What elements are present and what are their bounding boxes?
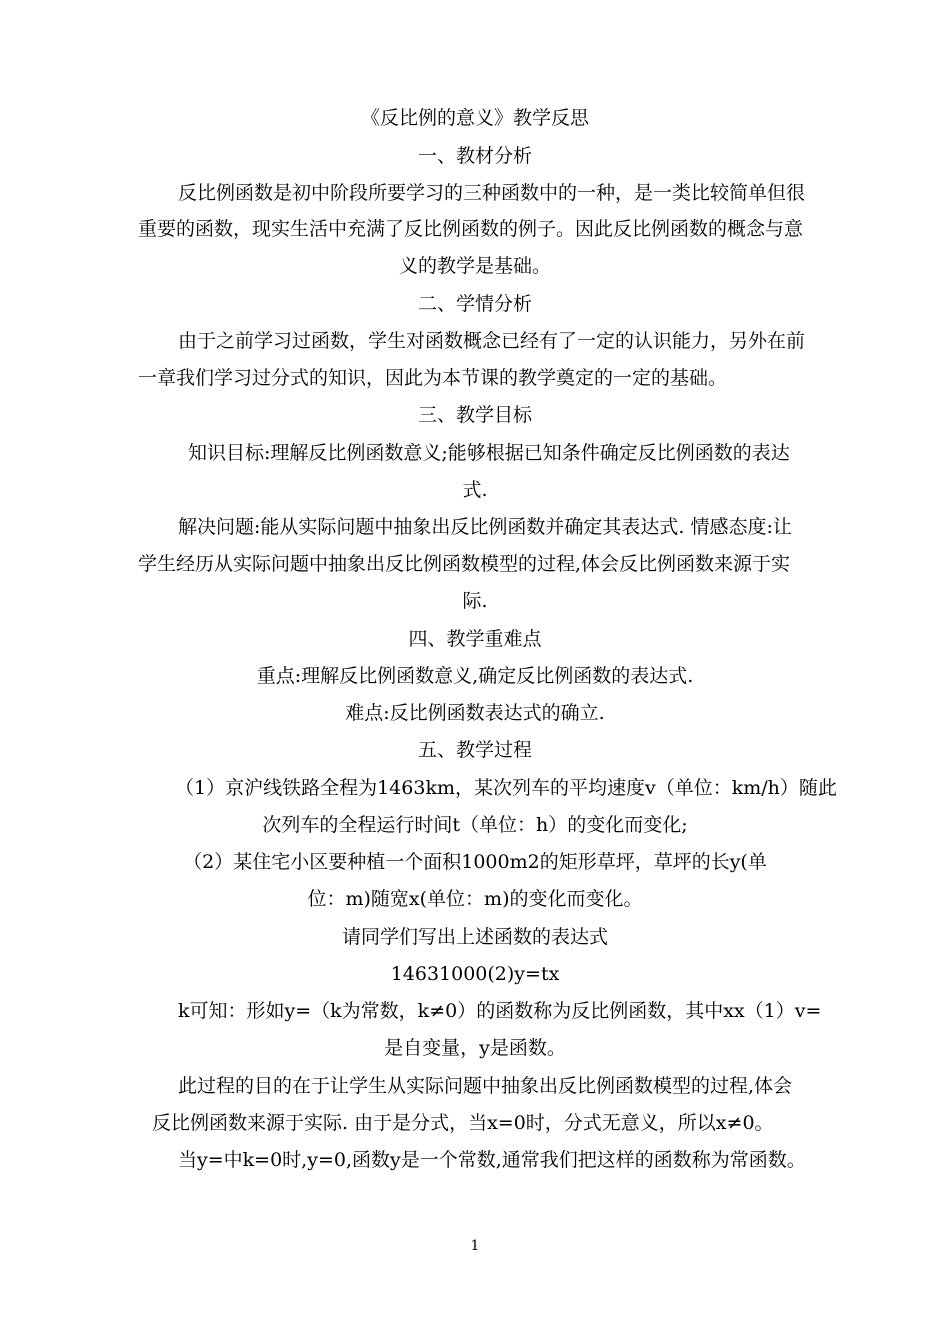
section-heading-process: 五、教学过程 [417,739,532,761]
paragraph-line: 是自变量，y是函数。 [384,1037,566,1059]
section-heading-objectives: 三、教学目标 [417,404,532,426]
paragraph-line: 此过程的目的在于让学生从实际问题中抽象出反比例函数模型的过程,体会 [178,1075,793,1097]
paragraph-line: 位：m)随宽x(单位：m)的变化而变化。 [307,888,643,910]
paragraph-line: 次列车的全程运行时间t（单位：h）的变化而变化; [262,814,688,836]
paragraph-line: 一章我们学习过分式的知识，因此为本节课的教学奠定的一定的基础。 [138,367,728,389]
section-heading-learners: 二、学情分析 [417,293,532,315]
paragraph-line: （2）某住宅小区要种植一个面积1000m2的矩形草坪，草坪的长y(单 [183,851,767,873]
paragraph-line: 学生经历从实际问题中抽象出反比例函数模型的过程,体会反比例函数来源于实 [138,553,791,575]
paragraph-line: 反比例函数来源于实际. 由于是分式，当x=0时，分式无意义，所以x≠0。 [152,1112,774,1134]
paragraph-line: 解决问题:能从实际问题中抽象出反比例函数并确定其表达式. 情感态度:让 [178,516,792,538]
paragraph-line: （1）京沪线铁路全程为1463km，某次列车的平均速度v（单位：km/h）随此 [175,777,837,799]
paragraph-line: 重要的函数，现实生活中充满了反比例函数的例子。因此反比例函数的概念与意 [138,218,804,240]
paragraph-line: 式. [462,479,488,501]
paragraph-line: 知识目标:理解反比例函数意义;能够根据已知条件确定反比例函数的表达 [188,442,790,464]
paragraph-line: k可知：形如y=（k为常数，k≠0）的函数称为反比例函数，其中xx（1）v= [178,1000,822,1022]
formula-line: 14631000(2)y=tx [390,963,560,985]
page-number: 1 [470,1238,480,1254]
paragraph-line: 义的教学是基础。 [398,255,551,277]
section-heading-key-points: 四、教学重难点 [408,628,542,650]
paragraph-line: 际. [462,590,488,612]
paragraph-line: 难点:反比例函数表达式的确立. [345,702,605,724]
paragraph-line: 重点:理解反比例函数意义,确定反比例函数的表达式. [256,665,694,687]
paragraph-line: 由于之前学习过函数，学生对函数概念已经有了一定的认识能力，另外在前 [178,330,806,352]
section-heading-materials: 一、教材分析 [417,145,532,167]
paragraph-line: 请同学们写出上述函数的表达式 [341,926,608,948]
paragraph-line: 当y=中k=0时,y=0,函数y是一个常数,通常我们把这样的函数称为常函数。 [178,1149,806,1171]
document-title: 《反比例的意义》教学反思 [360,107,589,129]
paragraph-line: 反比例函数是初中阶段所要学习的三种函数中的一种，是一类比较简单但很 [178,182,806,204]
